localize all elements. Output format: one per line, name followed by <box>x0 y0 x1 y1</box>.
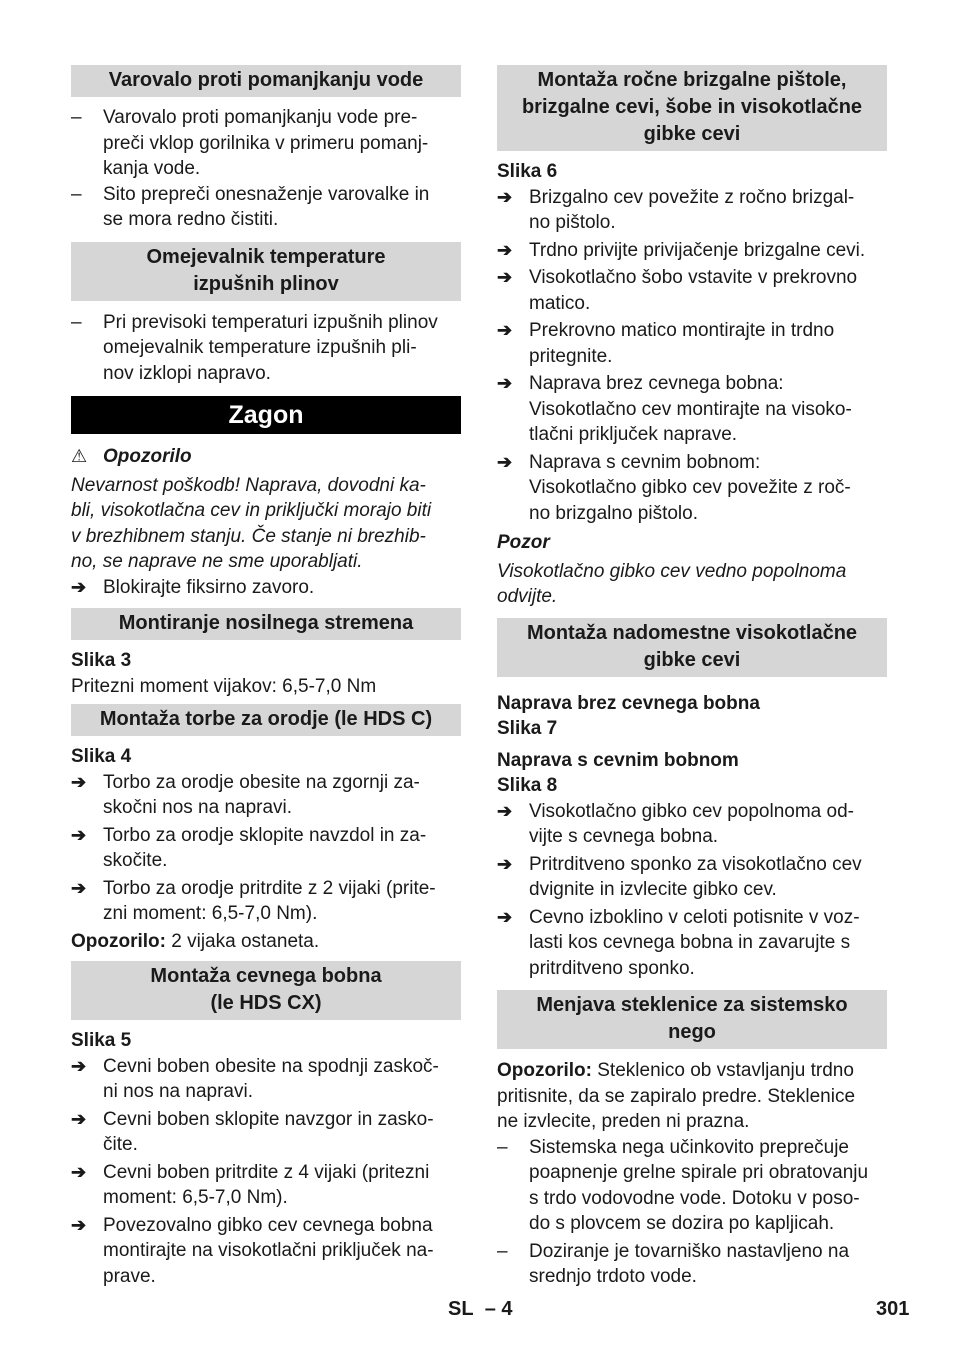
instruction-step: ➔ Visokotlačno šobo vstavite v prekrovno matico. <box>497 265 887 316</box>
section-heading-spray-gun: Montaža ročne brizgalne pištole, brizgalne cevi, šobe in visokotlačne gibke cevi <box>497 65 887 151</box>
instruction-step: ➔ Prekrovno matico montirajte in trdno pritegnite. <box>497 318 887 369</box>
instruction-step: ➔ Visokotlačno gibko cev popolnoma od- vijte s cevnega bobna. <box>497 799 887 850</box>
instruction-step: ➔ Naprava brez cevnega bobna: Visokotlačno cev montirajte na visoko- tlačni priključek naprave. <box>497 371 887 448</box>
list-item: – Doziranje je tovarniško nastavljeno na srednjo trdoto vode. <box>497 1239 887 1290</box>
instruction-step: ➔ Cevni boben obesite na spodnji zaskoč- ni nos na napravi. <box>71 1054 461 1105</box>
list-item: – Varovalo proti pomanjkanju vode pre- preči vklop gorilnika v primeru pomanj- kanja vode. <box>71 105 461 182</box>
dash-icon: – <box>71 107 82 128</box>
torque-text: Pritezni moment vijakov: 6,5-7,0 Nm <box>71 675 377 697</box>
section-heading-water-protection: Varovalo proti pomanjkanju vode <box>71 65 461 97</box>
dash-icon: – <box>497 1240 508 1262</box>
instruction-step: ➔ Povezovalno gibko cev cevnega bobna montirajte na visokotlačni priključek na- prave. <box>71 1213 461 1290</box>
instruction-step: ➔ Cevni boben pritrdite z 4 vijaki (pritezni moment: 6,5-7,0 Nm). <box>71 1160 461 1211</box>
figure-reference: Slika 3 <box>71 650 132 671</box>
section-heading-replacement-hose: Montaža nadomestne visokotlačne gibke cevi <box>497 618 887 677</box>
page-number: 301 <box>876 1298 910 1320</box>
arrow-icon: ➔ <box>497 320 513 340</box>
dash-icon: – <box>71 183 82 205</box>
arrow-icon: ➔ <box>497 800 513 821</box>
figure-reference: Slika 6 <box>497 161 558 182</box>
subheading: Naprava s cevnim bobnom <box>497 749 739 771</box>
instruction-step: ➔ Trdno privijte privijačenje brizgalne cevi. <box>497 238 887 264</box>
arrow-icon: ➔ <box>71 1108 87 1129</box>
list-item: – Sistemska nega učinkovito preprečuje poapnenje grelne spirale pri obratovanju s trdo vodovodne vode. Dotoku v poso- do s plovcem se dozira po kapljicah. <box>497 1135 887 1237</box>
subheading: Naprava brez cevnega bobna <box>497 692 760 714</box>
arrow-icon: ➔ <box>71 1161 87 1182</box>
figure-reference: Slika 7 <box>497 718 558 739</box>
instruction-step: ➔ Torbo za orodje obesite na zgornji za- skočni nos na napravi. <box>71 770 461 821</box>
arrow-icon: ➔ <box>71 1214 87 1235</box>
instruction-step: ➔ Blokirajte fiksirno zavoro. <box>71 575 461 601</box>
arrow-icon: ➔ <box>497 239 513 260</box>
warning-icon: ⚠ <box>71 446 88 466</box>
instruction-step: ➔ Naprava s cevnim bobnom: Visokotlačno gibko cev povežite z roč- no brizgalno pištolo. <box>497 450 887 527</box>
arrow-icon: ➔ <box>497 853 513 874</box>
arrow-icon: ➔ <box>497 906 513 927</box>
caution-text: Visokotlačno gibko cev vedno popolnoma odvijte. <box>497 560 847 607</box>
arrow-icon: ➔ <box>71 771 87 792</box>
instruction-step: ➔ Torbo za orodje pritrdite z 2 vijaki (prite- zni moment: 6,5-7,0 Nm). <box>71 876 461 927</box>
warning-text: Nevarnost poškodb! Naprava, dovodni ka- bli, visokotlačna cev in priključki morajo biti v brezhibnem stanju. Če stanje ni brezhib- no, se naprave ne sme uporabljati. <box>71 474 432 572</box>
list-item: – Sito prepreči onesnaženje varovalke in se mora redno čistiti. <box>71 182 461 233</box>
dash-icon: – <box>71 311 82 333</box>
arrow-icon: ➔ <box>71 576 87 597</box>
note: Opozorilo: Steklenico ob vstavljanju trdno pritisnite, da se zapiralo predre. Steklenice ne izvlecite, preden ni prazna. <box>497 1060 856 1132</box>
arrow-icon: ➔ <box>71 877 87 898</box>
figure-reference: Slika 5 <box>71 1030 132 1051</box>
section-heading-hose-reel: Montaža cevnega bobna (le HDS CX) <box>71 961 461 1020</box>
dash-icon: – <box>497 1136 508 1158</box>
warning-heading: ⚠ Opozorilo <box>71 444 461 470</box>
arrow-icon: ➔ <box>71 1055 87 1076</box>
arrow-icon: ➔ <box>497 373 513 393</box>
chapter-heading-zagon: Zagon <box>71 396 461 434</box>
arrow-icon: ➔ <box>71 824 87 845</box>
arrow-icon: ➔ <box>497 267 513 287</box>
section-heading-care-bottle: Menjava steklenice za sistemsko nego <box>497 990 887 1049</box>
instruction-step: ➔ Cevno izboklino v celoti potisnite v voz- lasti kos cevnega bobna in zavarujte s pritrditveno sponko. <box>497 905 887 982</box>
instruction-step: ➔ Torbo za orodje sklopite navzdol in za- skočite. <box>71 823 461 874</box>
arrow-icon: ➔ <box>497 186 513 207</box>
right-column <box>497 63 887 1290</box>
section-heading-tool-bag: Montaža torbe za orodje (le HDS C) <box>71 704 461 736</box>
instruction-step: ➔ Brizgalno cev povežite z ročno brizgal- no pištolo. <box>497 185 887 236</box>
caution-heading: Pozor <box>497 532 550 553</box>
note: Opozorilo: 2 vijaka ostaneta. <box>71 930 320 952</box>
figure-reference: Slika 4 <box>71 746 132 767</box>
instruction-step: ➔ Cevni boben sklopite navzgor in zasko- čite. <box>71 1107 461 1158</box>
instruction-step: ➔ Pritrditveno sponko za visokotlačno cev dvignite in izvlecite gibko cev. <box>497 852 887 903</box>
figure-reference: Slika 8 <box>497 775 558 796</box>
arrow-icon: ➔ <box>497 451 513 472</box>
footer-language-page: SL – 4 <box>448 1298 513 1320</box>
section-heading-exhaust-limiter: Omejevalnik temperature izpušnih plinov <box>71 242 461 301</box>
list-item: – Pri previsoki temperaturi izpušnih plinov omejevalnik temperature izpušnih pli- nov izklopi napravo. <box>71 310 461 387</box>
left-column <box>71 63 461 1289</box>
section-heading-carrying-bracket: Montiranje nosilnega stremena <box>71 608 461 640</box>
